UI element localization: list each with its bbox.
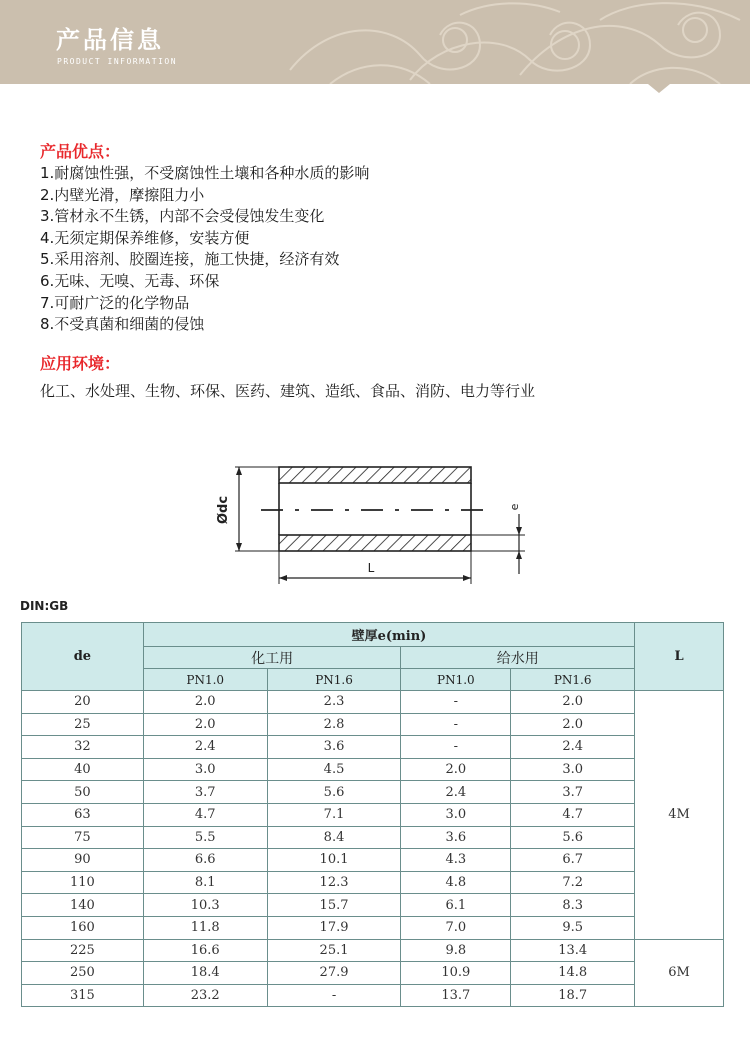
cell-thickness: 5.5 (143, 826, 267, 849)
cell-thickness: 2.4 (511, 736, 635, 759)
cell-thickness: 12.3 (267, 871, 401, 894)
cell-thickness: 7.2 (511, 871, 635, 894)
cell-thickness: 7.1 (267, 803, 401, 826)
cell-thickness: 13.7 (401, 984, 511, 1007)
cell-thickness: 2.0 (401, 758, 511, 781)
pipe-diagram (205, 452, 545, 594)
advantage-item: 8.不受真菌和细菌的侵蚀 (40, 315, 205, 334)
table-row (22, 736, 724, 759)
table-row (22, 849, 724, 872)
cell-de: 50 (22, 781, 144, 804)
table-row (22, 758, 724, 781)
cell-length: 4M (635, 691, 724, 940)
cell-thickness: 9.5 (511, 916, 635, 939)
cell-thickness: 7.0 (401, 916, 511, 939)
advantage-item: 1.耐腐蚀性强，不受腐蚀性土壤和各种水质的影响 (40, 164, 370, 182)
table-row (22, 826, 724, 849)
header-pn: PN1.6 (511, 669, 635, 691)
cell-de: 315 (22, 984, 144, 1007)
cell-thickness: 18.4 (143, 962, 267, 985)
page-title: 产品信息 (56, 26, 164, 54)
cell-thickness: 2.4 (143, 736, 267, 759)
cell-thickness: 4.7 (143, 803, 267, 826)
cell-thickness: 4.5 (267, 758, 401, 781)
cell-thickness: 6.1 (401, 894, 511, 917)
cell-thickness: 2.0 (511, 713, 635, 736)
header-pn: PN1.0 (401, 669, 511, 691)
environment-heading: 应用环境： (40, 354, 121, 373)
label-dc: Ødc (216, 495, 231, 525)
cell-de: 32 (22, 736, 144, 759)
cell-thickness: 4.8 (401, 871, 511, 894)
advantage-item: 4.无须定期保养维修，安装方便 (40, 228, 250, 247)
header-chemical: 化工用 (143, 647, 401, 669)
cell-thickness: 9.8 (401, 939, 511, 962)
cell-thickness: 2.0 (511, 691, 635, 714)
cell-thickness: 2.0 (143, 691, 267, 714)
cell-thickness: 4.3 (401, 849, 511, 872)
cell-thickness: 11.8 (143, 916, 267, 939)
cell-thickness: 3.0 (511, 758, 635, 781)
table-row (22, 984, 724, 1007)
cell-thickness: 14.8 (511, 962, 635, 985)
table-row (22, 939, 724, 962)
table-row (22, 894, 724, 917)
advantages-heading: 产品优点： (40, 142, 121, 161)
header-de: de (22, 623, 144, 691)
table-row (22, 803, 724, 826)
advantage-item: 2.内壁光滑，摩擦阻力小 (40, 185, 205, 204)
table-row (22, 781, 724, 804)
cell-thickness: 3.6 (401, 826, 511, 849)
cell-thickness: 8.3 (511, 894, 635, 917)
cell-thickness: 23.2 (143, 984, 267, 1007)
cell-thickness: 2.4 (401, 781, 511, 804)
cell-thickness: 2.3 (267, 691, 401, 714)
table-row (22, 871, 724, 894)
cloud-pattern (270, 0, 750, 84)
cell-thickness: 6.6 (143, 849, 267, 872)
table-row (22, 691, 724, 714)
pipe-wall-top (279, 467, 471, 483)
cell-thickness: - (401, 736, 511, 759)
advantages-list (40, 163, 369, 336)
cell-thickness: - (401, 713, 511, 736)
header-wall-thickness: 壁厚e(min) (143, 623, 634, 647)
advantage-item: 7.可耐广泛的化学物品 (40, 293, 190, 312)
table-row (22, 713, 724, 736)
table-row (22, 916, 724, 939)
page-subtitle: PRODUCT INFORMATION (57, 57, 178, 66)
cell-thickness: 2.8 (267, 713, 401, 736)
label-e: e (508, 503, 521, 511)
cell-thickness: 2.0 (143, 713, 267, 736)
label-l: L (367, 561, 375, 575)
header-water: 给水用 (401, 647, 635, 669)
cell-thickness: 25.1 (267, 939, 401, 962)
cell-thickness: 3.7 (143, 781, 267, 804)
cell-de: 250 (22, 962, 144, 985)
cell-thickness: 15.7 (267, 894, 401, 917)
environment-text: 化工、水处理、生物、环保、医药、建筑、造纸、食品、消防、电力等行业 (40, 382, 536, 400)
cell-thickness: 16.6 (143, 939, 267, 962)
cell-thickness: 3.7 (511, 781, 635, 804)
cell-thickness: 3.0 (143, 758, 267, 781)
cell-thickness: 6.7 (511, 849, 635, 872)
cell-de: 63 (22, 803, 144, 826)
cell-thickness: 17.9 (267, 916, 401, 939)
cell-thickness: 3.0 (401, 803, 511, 826)
cell-de: 40 (22, 758, 144, 781)
cell-thickness: 13.4 (511, 939, 635, 962)
cell-de: 225 (22, 939, 144, 962)
table-row (22, 962, 724, 985)
cell-thickness: 8.1 (143, 871, 267, 894)
cell-de: 90 (22, 849, 144, 872)
cell-thickness: 5.6 (267, 781, 401, 804)
header-l: L (635, 623, 724, 691)
header-pn: PN1.0 (143, 669, 267, 691)
header-pn: PN1.6 (267, 669, 401, 691)
cell-thickness: 27.9 (267, 962, 401, 985)
cell-de: 25 (22, 713, 144, 736)
cell-thickness: 5.6 (511, 826, 635, 849)
cell-thickness: 10.9 (401, 962, 511, 985)
advantage-item: 5.采用溶剂、胶圈连接，施工快捷，经济有效 (40, 250, 340, 269)
banner-notch (648, 84, 670, 93)
cell-thickness: 10.1 (267, 849, 401, 872)
cell-de: 160 (22, 916, 144, 939)
pipe-wall-bottom (279, 535, 471, 551)
cell-thickness: - (267, 984, 401, 1007)
standard-label: DIN:GB (20, 599, 69, 613)
cell-length: 6M (635, 939, 724, 1007)
cell-de: 20 (22, 691, 144, 714)
header-banner (0, 0, 750, 84)
advantage-item: 3.管材永不生锈，内部不会受侵蚀发生变化 (40, 207, 325, 226)
cell-de: 75 (22, 826, 144, 849)
cell-thickness: 8.4 (267, 826, 401, 849)
cell-thickness: 10.3 (143, 894, 267, 917)
cell-thickness: 4.7 (511, 803, 635, 826)
cell-de: 140 (22, 894, 144, 917)
advantage-item: 6.无味、无嗅、无毒、环保 (40, 271, 220, 290)
cell-de: 110 (22, 871, 144, 894)
cell-thickness: 3.6 (267, 736, 401, 759)
cell-thickness: 18.7 (511, 984, 635, 1007)
cell-thickness: - (401, 691, 511, 714)
spec-table (21, 622, 724, 1007)
